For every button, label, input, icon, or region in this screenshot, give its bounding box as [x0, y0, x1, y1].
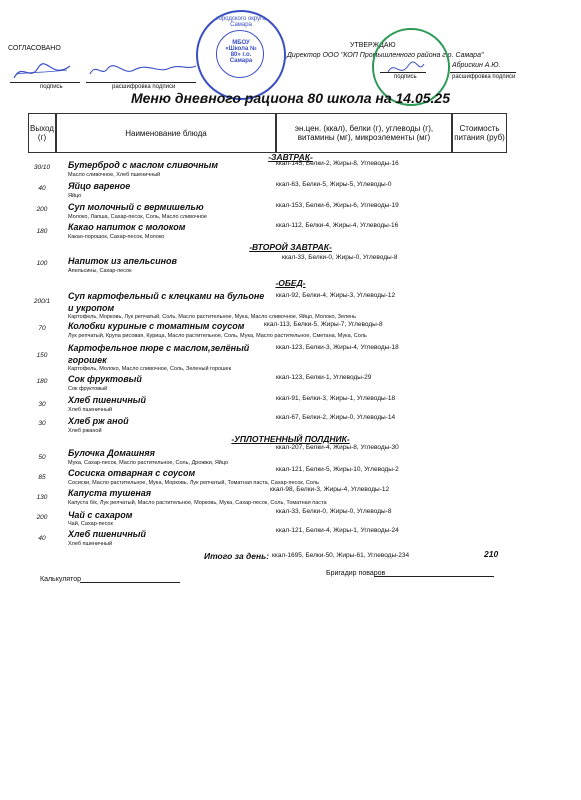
right-sig1-line	[380, 72, 426, 73]
row-nutrition: ккал-153, Белки-6, Жиры-6, Углеводы-19	[276, 202, 399, 209]
row-nutrition: ккал-123, Белки-1, Углеводы-29	[276, 374, 372, 381]
agreed-label: СОГЛАСОВАНО	[8, 45, 61, 52]
row-yield: 200/1	[33, 298, 51, 305]
row-ingredients: Капуста б/к, Лук репчатый, Масло растительное, Морковь, Мука, Сахар-песок, Соль, Томатная паста	[68, 500, 327, 506]
row-ingredients: Картофель, Молоко, Масло сливочное, Соль, Зеленый горошек	[68, 366, 231, 372]
right-sig2-caption: расшифровка подписи	[452, 74, 516, 80]
left-sig2-caption: расшифровка подписи	[112, 84, 176, 90]
col-header-nutrition-text: эн.цен. (ккал), белки (г), углеводы (г), витамины (мг), микроэлементы (мг)	[294, 124, 434, 142]
left-sig2-line	[86, 82, 196, 83]
menu-row	[0, 527, 581, 547]
row-ingredients: Яйцо	[68, 193, 82, 199]
menu-row	[0, 414, 581, 434]
section-title-second-breakfast: -ВТОРОЙ ЗАВТРАК-	[249, 242, 332, 252]
col-header-name-text: Наименование блюда	[125, 128, 207, 138]
col-header-cost	[452, 113, 507, 153]
row-yield: 30	[38, 420, 46, 427]
section-title-lunch: -ОБЕД-	[275, 278, 306, 288]
row-yield: 150	[36, 352, 48, 359]
menu-row	[0, 374, 581, 394]
row-yield: 40	[38, 535, 46, 542]
col-header-yield-text: Выход (г)	[30, 124, 54, 142]
menu-row	[0, 202, 581, 222]
row-nutrition: ккал-123, Белки-3, Жиры-4, Углеводы-18	[276, 344, 399, 351]
row-yield: 130	[36, 494, 48, 501]
row-yield: 200	[36, 206, 48, 213]
row-nutrition: ккал-121, Белки-5, Жиры-10, Углеводы-2	[276, 466, 399, 473]
row-nutrition: ккал-33, Белки-0, Жиры-0, Углеводы-8	[276, 508, 392, 515]
row-nutrition: ккал-33, Белки-0, Жиры-0, Углеводы-8	[282, 254, 398, 261]
menu-row	[0, 181, 581, 201]
approve-label: УТВЕРЖДАЮ	[350, 42, 396, 49]
director-name: Абрискин А.Ю.	[452, 62, 501, 69]
row-nutrition: ккал-207, Белки-4, Жиры-8, Углеводы-30	[276, 444, 399, 451]
row-dish-name: Суп молочный с вермишелью	[68, 202, 204, 212]
totals-nutrition: ккал-1695, Белки-50, Жиры-61, Углеводы-234	[272, 552, 410, 559]
row-ingredients: Хлеб пшеничный	[68, 541, 113, 547]
menu-row	[0, 254, 581, 274]
left-sig1-line	[10, 82, 80, 83]
row-nutrition: ккал-113, Белки-5, Жиры-7, Углеводы-8	[264, 321, 383, 328]
row-dish-name: Какао напиток с молоком	[68, 222, 186, 232]
row-nutrition: ккал-112, Белки-4, Жиры-4, Углеводы-16	[276, 222, 399, 229]
row-dish-name: Хлеб пшеничный	[68, 529, 146, 539]
stamp-ring-text: городского округа Самара	[216, 16, 266, 28]
row-ingredients: Сок фруктовый	[68, 386, 108, 392]
menu-row	[0, 446, 581, 466]
right-sig1-caption: подпись	[394, 74, 417, 80]
row-ingredients: Хлеб ржаной	[68, 428, 102, 434]
chef-label: Бригадир поваров	[326, 570, 386, 577]
row-dish-name: Бутерброд с маслом сливочным	[68, 160, 218, 170]
chef-sign-line	[374, 576, 494, 577]
row-nutrition: ккал-92, Белки-4, Жиры-3, Углеводы-12	[276, 292, 396, 299]
totals-label: Итого за день:	[204, 551, 270, 561]
row-dish-name: Колобки куриные с томатным соусом	[68, 321, 245, 331]
menu-row	[0, 342, 581, 372]
menu-row	[0, 290, 581, 320]
director-line: Директор ООО "КОП Промышленного района г.о. Самара"	[287, 52, 484, 59]
row-yield: 30	[38, 401, 46, 408]
row-dish-name: Булочка Домашняя	[68, 448, 155, 458]
row-ingredients: Чай, Сахар-песок	[68, 521, 113, 527]
left-sig1-caption: подпись	[40, 84, 63, 90]
menu-row	[0, 321, 581, 341]
menu-row	[0, 466, 581, 486]
row-ingredients: Картофель, Морковь, Лук репчатый, Соль, Масло растительное, Мука, Масло сливочное, Яйцо, Молоко, Зелень	[68, 314, 357, 320]
row-ingredients: Лук репчатый, Крупа рисовая, Курица, Масло растительное, Соль, Мука, Масло растительное, Сметана, Мука, Соль	[68, 333, 367, 339]
calculator-sign-line	[80, 582, 180, 583]
row-yield: 180	[36, 378, 48, 385]
round-stamp	[196, 10, 286, 100]
row-dish-name: Суп картофельный с клецками на бульоне и укропом	[68, 291, 265, 313]
section-title-afternoon-snack: -УПЛОТНЕННЫЙ ПОЛДНИК-	[231, 434, 350, 444]
row-nutrition: ккал-67, Белки-2, Жиры-0, Углеводы-14	[276, 414, 396, 421]
col-header-cost-text: Стоимость питания (руб)	[454, 124, 505, 142]
row-ingredients: Какао-порошок, Сахар-песок, Молоко	[68, 234, 165, 240]
row-yield: 40	[38, 185, 46, 192]
section-title-breakfast: -ЗАВТРАК-	[268, 152, 313, 162]
row-dish-name: Сок фруктовый	[68, 374, 142, 384]
row-ingredients: Апельсины, Сахар-песок	[68, 268, 132, 274]
menu-row	[0, 160, 581, 180]
col-header-yield	[28, 113, 56, 153]
row-yield: 70	[38, 325, 46, 332]
row-yield: 200	[36, 514, 48, 521]
col-header-name	[56, 113, 276, 153]
row-nutrition: ккал-145, Белки-2, Жиры-8, Углеводы-16	[276, 160, 399, 167]
menu-row	[0, 395, 581, 415]
row-dish-name: Хлеб пшеничный	[68, 395, 146, 405]
row-yield: 100	[36, 260, 48, 267]
menu-row	[0, 486, 581, 506]
row-dish-name: Яйцо вареное	[68, 181, 131, 191]
row-dish-name: Сосиска отварная с соусом	[68, 468, 196, 478]
totals-cost: 210	[484, 549, 499, 559]
right-sig2-line	[450, 72, 516, 73]
row-nutrition: ккал-91, Белки-3, Жиры-1, Углеводы-18	[276, 395, 396, 402]
stamp-center-text: МБОУ «Школа № 80» г.о. Самара	[225, 40, 257, 64]
col-header-nutrition	[276, 113, 452, 153]
row-ingredients: Масло сливочное, Хлеб пшеничный	[68, 172, 161, 178]
row-yield: 180	[36, 228, 48, 235]
row-dish-name: Капуста тушеная	[68, 488, 152, 498]
menu-row	[0, 508, 581, 528]
row-ingredients: Хлеб пшеничный	[68, 407, 113, 413]
row-ingredients: Сосиски, Масло растительное, Мука, Морковь, Лук репчатый, Томатная паста, Сахар-песок, Соль	[68, 480, 319, 486]
row-ingredients: Мука, Сахар-песок, Масло растительное, Соль, Дрожжи, Яйцо	[68, 460, 229, 466]
menu-row	[0, 222, 581, 242]
row-yield: 85	[38, 474, 46, 481]
row-yield: 30/10	[33, 164, 51, 171]
calculator-label: Калькулятор	[40, 576, 81, 583]
row-ingredients: Молоко, Лапша, Сахар-песок, Соль, Масло сливочное	[68, 214, 207, 220]
row-dish-name: Напиток из апельсинов	[68, 256, 177, 266]
row-nutrition: ккал-98, Белки-3, Жиры-4, Углеводы-12	[270, 486, 390, 493]
row-dish-name: Картофельное пюре с маслом,зелёный горошек	[68, 343, 250, 365]
row-nutrition: ккал-63, Белки-5, Жиры-5, Углеводы-0	[276, 181, 392, 188]
row-yield: 50	[38, 454, 46, 461]
left-signature-2	[88, 58, 198, 83]
page-title: Меню дневного рациона 80 школа на 14.05.25	[130, 90, 450, 106]
row-nutrition: ккал-121, Белки-4, Жиры-1, Углеводы-24	[276, 527, 399, 534]
row-dish-name: Чай с сахаром	[68, 510, 133, 520]
row-dish-name: Хлеб рж аной	[68, 416, 129, 426]
